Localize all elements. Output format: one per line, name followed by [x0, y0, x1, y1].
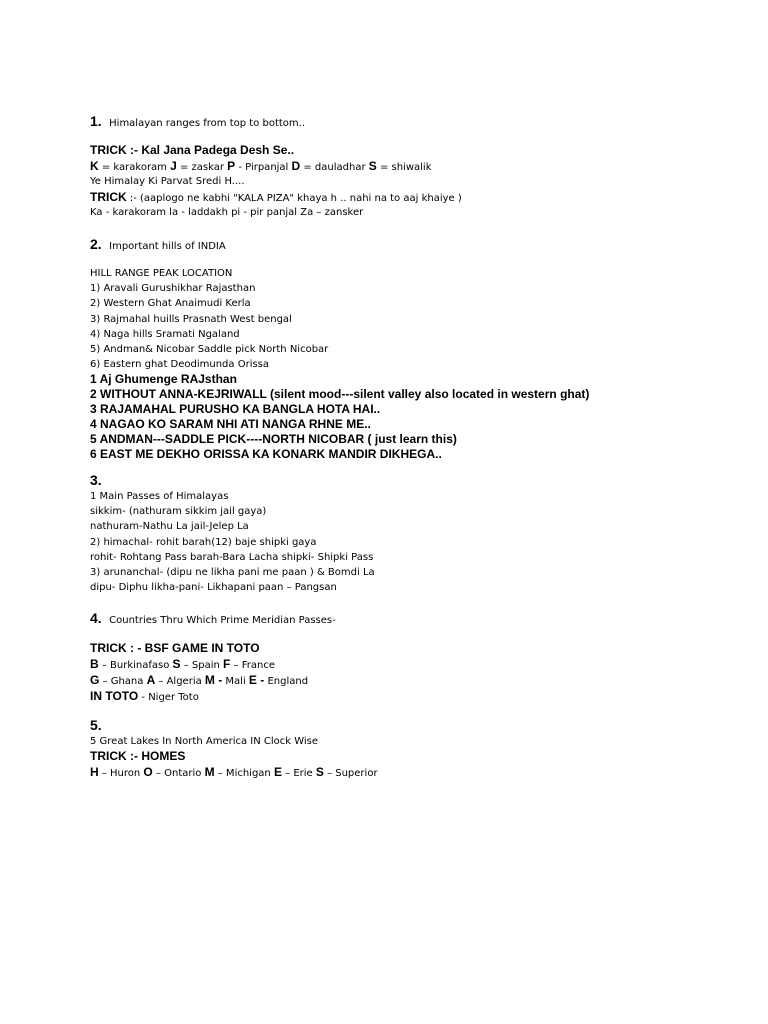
segment-text: – Burkinafaso	[98, 660, 173, 671]
segment-text: - Pirpanjal	[235, 162, 292, 173]
list-item: 6) Eastern ghat Deodimunda Orissa	[90, 359, 270, 371]
segment-text: – Superior	[323, 768, 378, 780]
bold-letter: K	[90, 159, 99, 173]
section-3-heading	[90, 472, 102, 490]
segment-text: :- (aaplogo ne kabhi "KALA PIZA" khaya h .. nahi na to aaj khaiye )	[126, 193, 462, 205]
bold-letter: J	[170, 159, 177, 173]
section-1-body	[90, 143, 462, 220]
mnemonic-item: 6 EAST ME DEKHO ORISSA KA KONARK MANDIR DIKHEGA..	[90, 447, 442, 461]
segment-text: – France	[230, 660, 275, 671]
segment-text: – Spain	[180, 660, 224, 671]
segment-text: = karakoram	[98, 162, 171, 173]
section-number: 5.	[90, 717, 102, 733]
list-item: 1) Aravali Gurushikhar Rajasthan	[90, 283, 256, 295]
list-item: 4) Naga hills Sramati Ngaland	[90, 328, 240, 340]
trick-line: TRICK :- HOMES	[90, 749, 186, 764]
section-4-body	[90, 641, 308, 704]
text-line: Ka - karakoram la - laddakh pi - pir panjal Za – zansker	[90, 207, 364, 219]
section-number: 4.	[90, 610, 102, 626]
bold-letter: O	[143, 765, 153, 780]
mapping-line	[90, 764, 378, 780]
segment-text: - Niger Toto	[138, 692, 199, 703]
bold-letter: IN TOTO	[90, 689, 139, 703]
section-number: 3.	[90, 472, 102, 488]
section-4-heading	[90, 610, 336, 628]
mnemonic-item: 2 WITHOUT ANNA-KEJRIWALL (silent mood---silent valley also located in western ghat)	[90, 387, 590, 401]
trick-line: TRICK : - BSF GAME IN TOTO	[90, 641, 260, 655]
list-item: nathuram-Nathu La jail-Jelep La	[90, 521, 249, 533]
segment-text: = shiwalik	[376, 162, 432, 173]
mapping-line	[90, 158, 462, 174]
mapping-line	[90, 656, 308, 672]
bold-letter: P	[227, 159, 236, 173]
text-line: Ye Himalay Ki Parvat Sredi H....	[90, 176, 245, 187]
section-title: Countries Thru Which Prime Meridian Passes-	[109, 615, 336, 626]
mnemonic-list	[90, 372, 589, 462]
section-5-heading	[90, 717, 102, 735]
list-item: dipu- Diphu likha-pani- Likhapani paan – Pangsan	[90, 582, 337, 594]
bold-letter: G	[90, 673, 100, 687]
bold-letter: S	[368, 159, 377, 173]
section-title: Himalayan ranges from top to bottom..	[109, 118, 305, 129]
bold-letter: E	[273, 765, 282, 780]
bold-letter: S	[172, 657, 181, 671]
bold-letter: B	[90, 657, 99, 671]
bold-letter: F	[223, 657, 231, 671]
segment-text: = zaskar	[176, 162, 228, 173]
mnemonic-item: 4 NAGAO KO SARAM NHI ATI NANGA RHNE ME..	[90, 417, 371, 431]
list-item: 3) Rajmahal huills Prasnath West bengal	[90, 313, 292, 325]
mapping-line	[90, 688, 308, 704]
section-1-heading	[90, 113, 305, 131]
section-number: 1.	[90, 113, 102, 129]
text-line: 5 Great Lakes In North America IN Clock Wise	[90, 736, 319, 747]
trick-line-2	[90, 189, 462, 205]
section-number: 2.	[90, 236, 102, 252]
segment-text: – Algeria	[155, 676, 205, 687]
bold-letter: S	[315, 765, 324, 780]
list-item: 3) arunanchal- (dipu ne likha pani me paan ) & Bomdi La	[90, 566, 375, 578]
segment-text: – Erie	[281, 768, 316, 780]
segment-text: – Michigan	[214, 768, 274, 780]
segment-text: England	[264, 676, 309, 687]
mnemonic-item: 5 ANDMAN---SADDLE PICK----NORTH NICOBAR ( just learn this)	[90, 432, 457, 446]
section-2-heading	[90, 236, 226, 254]
list-item: 1 Main Passes of Himalayas	[90, 491, 229, 502]
list-item: 5) Andman& Nicobar Saddle pick North Nicobar	[90, 343, 329, 355]
mapping-line	[90, 672, 308, 688]
section-5-body	[90, 734, 378, 780]
bold-letter: TRICK	[90, 190, 127, 205]
segment-text: – Ontario	[152, 768, 205, 780]
bold-letter: M -	[204, 673, 223, 687]
mnemonic-item: 1 Aj Ghumenge RAJsthan	[90, 372, 237, 386]
section-title: Important hills of INDIA	[109, 241, 226, 252]
list-item: HILL RANGE PEAK LOCATION	[90, 268, 233, 279]
list-item: rohit- Rohtang Pass barah-Bara Lacha shipki- Shipki Pass	[90, 551, 374, 563]
list-item: sikkim- (nathuram sikkim jail gaya)	[90, 506, 267, 518]
segment-text: Mali	[222, 676, 249, 687]
list-item: 2) Western Ghat Anaimudi Kerla	[90, 298, 251, 310]
trick-line: TRICK :- Kal Jana Padega Desh Se..	[90, 143, 295, 157]
bold-letter: H	[90, 765, 99, 780]
bold-letter: E -	[248, 673, 265, 687]
bold-letter: D	[291, 159, 301, 173]
segment-text: = dauladhar	[300, 162, 369, 173]
segment-text: – Huron	[98, 768, 144, 780]
list-item: 2) himachal- rohit barah(12) baje shipki gaya	[90, 536, 317, 548]
passes-list	[90, 489, 375, 595]
bold-letter: A	[146, 673, 156, 687]
hill-range-list	[90, 266, 328, 372]
segment-text: – Ghana	[99, 676, 147, 687]
bold-letter: M	[204, 765, 215, 780]
mnemonic-item: 3 RAJAMAHAL PURUSHO KA BANGLA HOTA HAI..	[90, 402, 381, 416]
